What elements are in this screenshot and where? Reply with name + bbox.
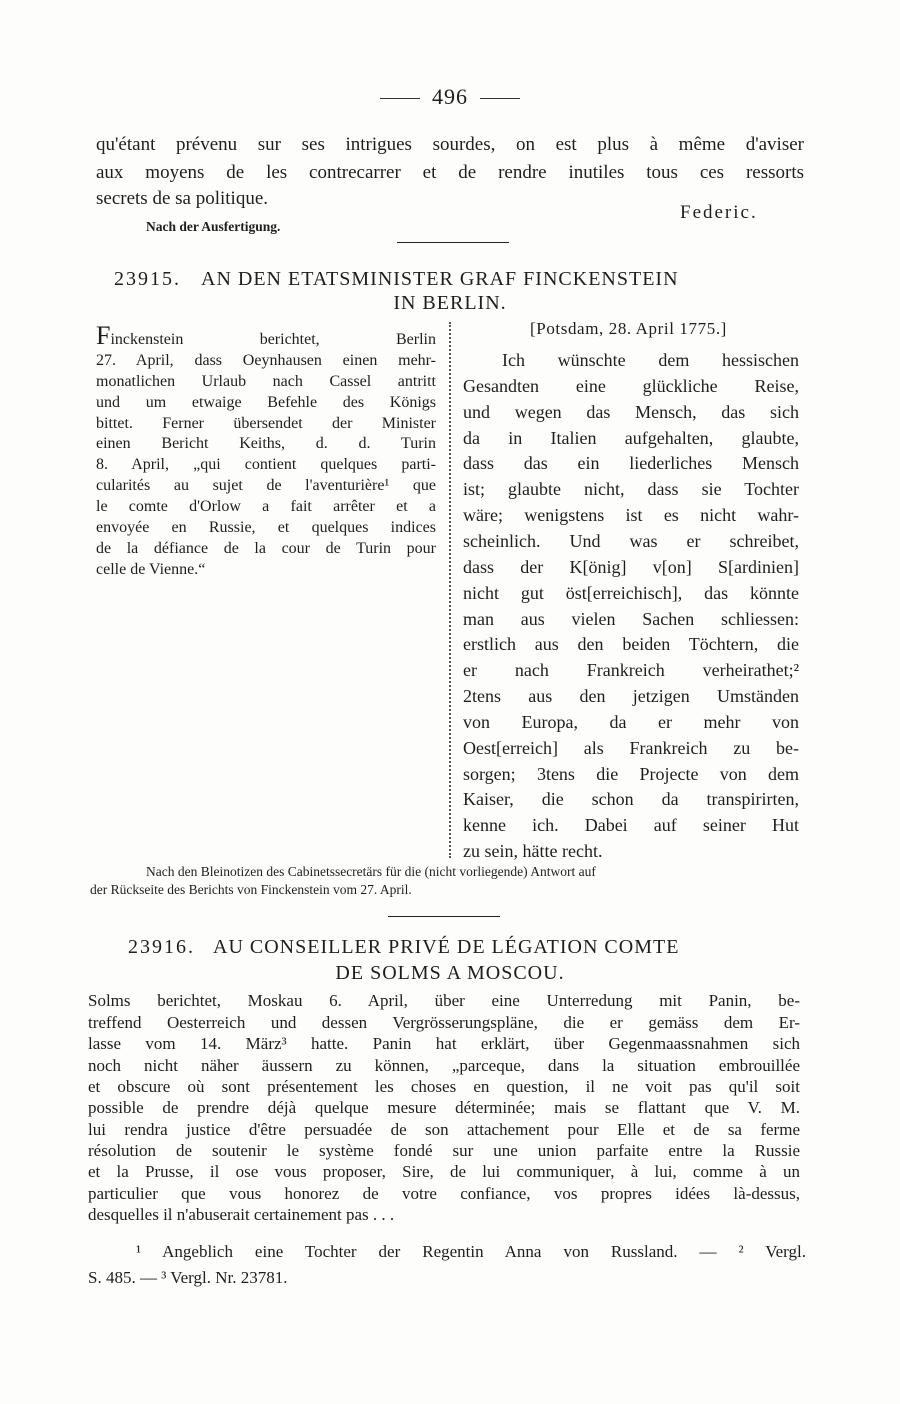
summary-line [96,321,436,351]
summary-line: 8. April, „qui contient quelques parti- [96,456,436,473]
body-line: desquelles il n'abuserait certainement pas . . . [88,1205,395,1224]
summary-line: und um etwaige Befehle des Königs [96,394,436,411]
body-line: et obscure où sont présentement les choses en question, il ne voit pas qu'il soit [88,1077,800,1096]
date-line: [Potsdam, 28. April 1775.] [530,319,727,338]
answer-line: von Europa, da er mehr von [463,712,799,732]
body-line: treffend Oesterreich und dessen Vergrösserungspläne, die er gemäss dem Er- [88,1013,800,1032]
body-line: noch nicht näher äussern zu können, „parceque, dans la situation embrouillée [88,1056,800,1075]
answer-line: wäre; wenigstens ist es nicht wahr- [463,505,799,525]
summary-line: de la défiance de la cour de Turin pour [96,540,436,557]
page-number-dash-left [380,98,420,99]
body-line: et la Prusse, il ose vous proposer, Sire, de lui communiquer, à lui, comme à un [88,1162,800,1181]
answer-line: Oest[erreich] als Frankreich zu be- [463,738,799,758]
summary-line: 27. April, dass Oeynhausen einen mehr- [96,352,436,369]
answer-line: man aus vielen Sachen schliessen: [463,609,799,629]
answer-line: da in Italien aufgehalten, glaubte, [463,428,799,448]
answer-line: Kaiser, die schon da transpirirten, [463,789,799,809]
answer-line: Gesandten eine glückliche Reise, [463,376,799,396]
answer-line: und wegen das Mensch, das sich [463,402,799,422]
answer-line: Ich wünschte dem hessischen [502,350,799,370]
body-line: possible de prendre déjà quelque mesure déterminée; mais se flattant que V. M. [88,1098,800,1117]
summary-line: cularités au sujet de l'aventurière¹ que [96,477,436,494]
answer-line: ist; glaubte nicht, dass sie Tochter [463,479,799,499]
answer-line: nicht gut öst[erreichisch], das könnte [463,583,799,603]
page-number-row [0,84,900,110]
answer-line: erstlich aus den beiden Töchtern, die [463,634,799,654]
answer-line: dass der K[önig] v[on] S[ardinien] [463,557,799,577]
section-1-note-line: der Rückseite des Berichts von Finckenstein vom 27. April. [90,882,412,897]
answer-line: zu sein, hätte recht. [463,841,603,861]
answer-line: 2tens aus den jetzigen Umständen [463,686,799,706]
summary-first-line-rest: inckenstein berichtet, Berlin [110,331,436,348]
source-note: Nach der Ausfertigung. [146,219,281,234]
page-number: 496 [432,84,468,109]
body-line: particulier que vous honorez de votre confiance, vos propres idées là-dessus, [88,1184,800,1203]
intro-line: aux moyens de les contrecarrer et de rendre inutiles tous ces ressorts [96,162,804,183]
answer-line: scheinlich. Und was er schreibet, [463,531,799,551]
body-line: lasse vom 14. März³ hatte. Panin hat erklärt, über Gegenmaassnahmen sich [88,1034,800,1053]
section-2-number: 23916. [128,936,195,958]
summary-line: envoyée en Russie, et quelques indices [96,519,436,536]
footnote-line: S. 485. — ³ Vergl. Nr. 23781. [88,1268,288,1287]
answer-line: er nach Frankreich verheirathet;² [463,660,799,680]
answer-line: kenne ich. Dabei auf seiner Hut [463,815,799,835]
section-1-title: AN DEN ETATSMINISTER GRAF FINCKENSTEIN [201,268,679,290]
body-line: lui rendra justice d'être persuadée de son attachement pour Elle et de sa ferme [88,1120,800,1139]
section-1-number: 23915. [114,268,181,290]
signature: Federic. [680,202,758,223]
section-2-heading [128,936,788,959]
intro-line: qu'étant prévenu sur ses intrigues sourdes, on est plus à même d'aviser [96,134,804,155]
answer-line: sorgen; 3tens die Projecte von dem [463,764,799,784]
section-divider [388,916,500,917]
body-line: résolution de soutenir le système fondé sur une union parfaite entre la Russie [88,1141,800,1160]
section-2-title-line2: DE SOLMS A MOSCOU. [335,962,565,984]
column-divider [449,322,451,858]
section-divider [397,242,509,243]
section-2-title: AU CONSEILLER PRIVÉ DE LÉGATION COMTE [213,936,680,958]
intro-line: secrets de sa politique. [96,188,269,209]
section-1-note-line: Nach den Bleinotizen des Cabinetssecretärs für die (nicht vorliegende) Antwort auf [146,864,596,879]
section-1-title-line2: IN BERLIN. [393,292,507,314]
summary-line: bittet. Ferner übersendet der Minister [96,415,436,432]
body-line: Solms berichtet, Moskau 6. April, über eine Unterredung mit Panin, be- [88,991,800,1010]
section-1-heading [114,268,784,291]
footnote-line: ¹ Angeblich eine Tochter der Regentin Anna von Russland. — ² Vergl. [136,1242,806,1261]
summary-line: celle de Vienne.“ [96,561,206,578]
summary-line: le comte d'Orlow a fait arrêter et a [96,498,436,515]
summary-line: einen Bericht Keiths, d. d. Turin [96,435,436,452]
page-number-dash-right [480,98,520,99]
summary-line: monatlichen Urlaub nach Cassel antritt [96,373,436,390]
answer-line: dass das ein liederliches Mensch [463,453,799,473]
summary-drop-cap: F [96,321,111,350]
